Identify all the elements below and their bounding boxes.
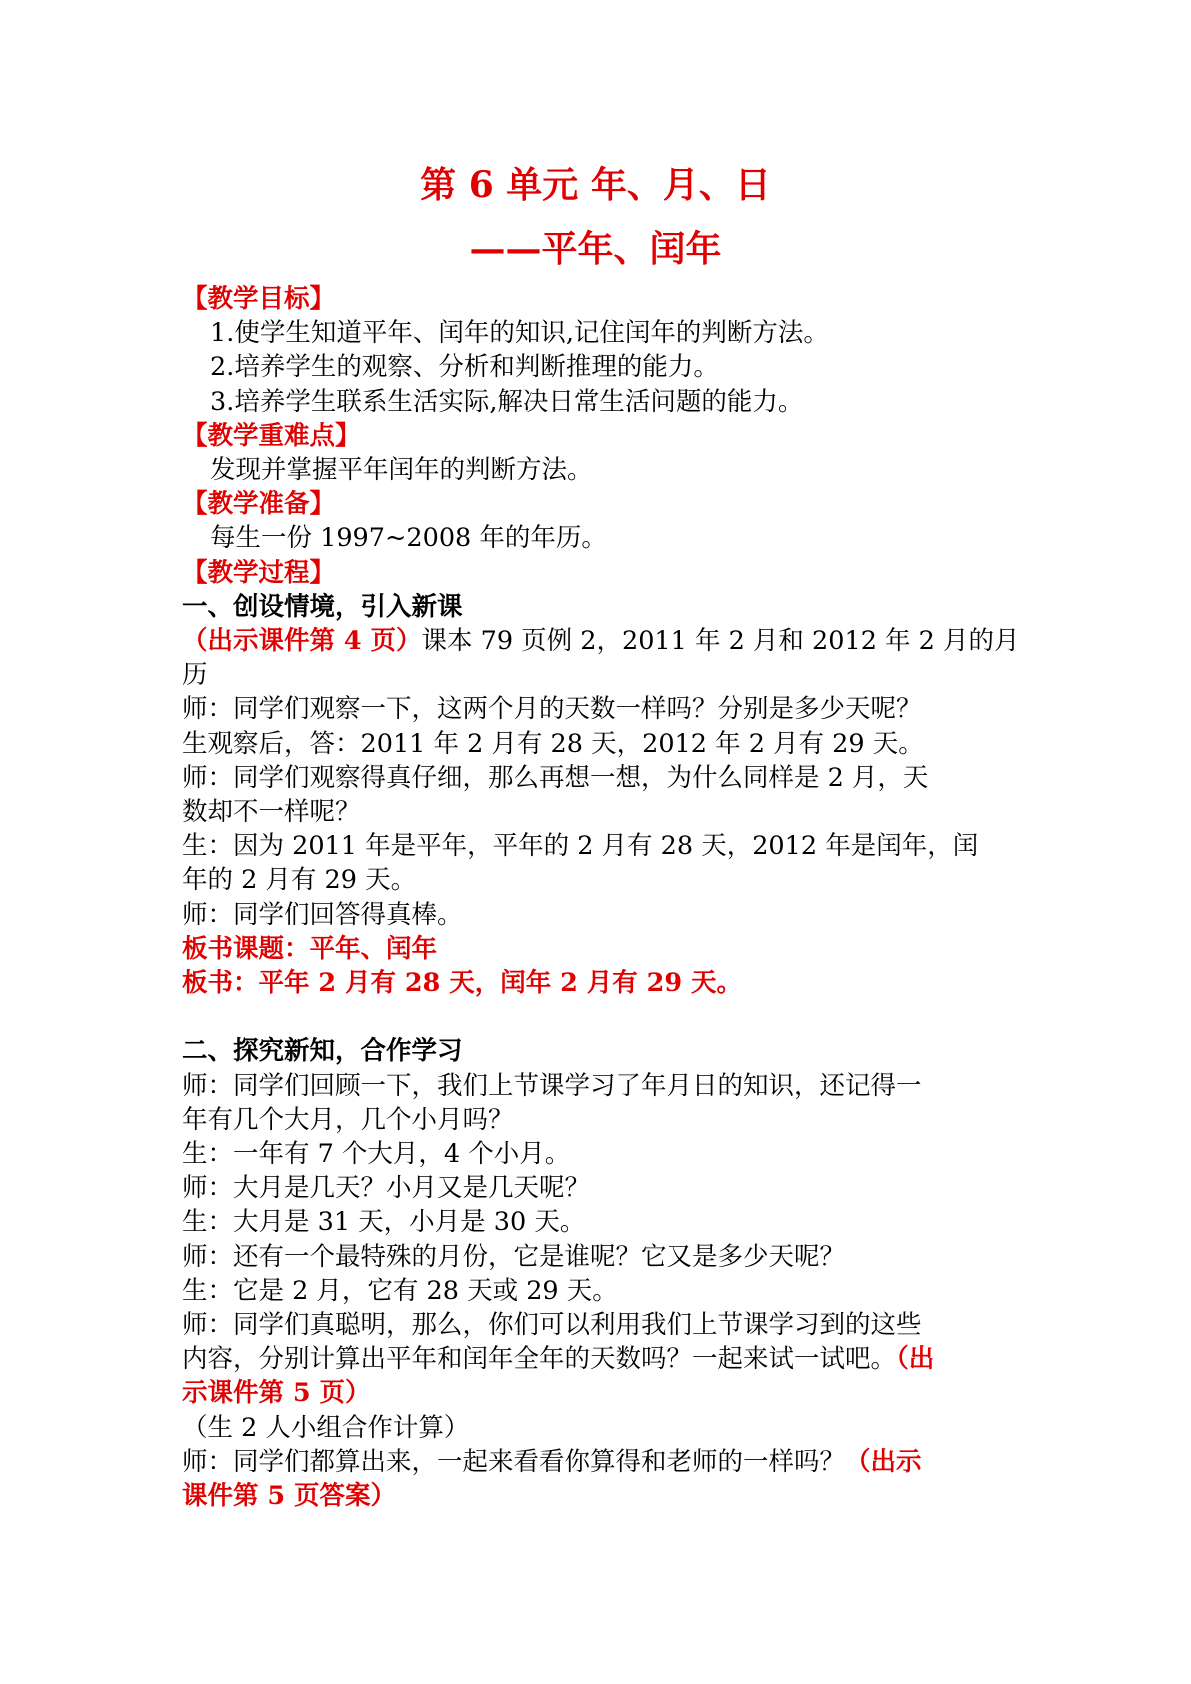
text-line: 1.使学生知道平年、闰年的知识,记住闰年的判断方法。: [210, 318, 829, 349]
text-line: 每生一份 1997~2008 年的年历。: [210, 523, 607, 554]
text-line: 师：大月是几天？小月又是几天呢？: [182, 1173, 591, 1204]
text-line: 年的 2 月有 29 天。: [182, 865, 417, 896]
text-line: 历: [182, 660, 208, 691]
section-heading: 板书课题：平年、闰年: [182, 933, 438, 964]
document-title: 第 6 单元 年、月、日: [420, 164, 771, 206]
section-heading: 示课件第 5 页）: [182, 1378, 371, 1409]
text-line: 生：它是 2 月，它有 28 天或 29 天。: [182, 1275, 618, 1306]
text-line: 师：还有一个最特殊的月份，它是谁呢？它又是多少天呢？: [182, 1241, 846, 1272]
courseware-note: （出示课件第 4 页）: [182, 626, 422, 657]
section-heading: 【教学重难点】: [182, 420, 361, 451]
section-heading: 课件第 5 页答案）: [182, 1481, 396, 1512]
text-line: [182, 624, 1020, 658]
text-line: 师：同学们回答得真棒。: [182, 899, 463, 930]
subsection-heading: 二、探究新知，合作学习: [182, 1036, 463, 1067]
text-line: 3.培养学生联系生活实际,解决日常生活问题的能力。: [210, 386, 804, 417]
courseware-note: （出示: [845, 1446, 922, 1477]
section-heading: 【教学目标】: [182, 284, 336, 314]
line-text: 师：同学们都算出来，一起来看看你算得和老师的一样吗？: [182, 1446, 846, 1477]
text-line: 年有几个大月，几个小月吗？: [182, 1104, 514, 1135]
line-text: 内容，分别计算出平年和闰年全年的天数吗？一起来试一试吧。: [182, 1344, 897, 1375]
text-line: 师：同学们真聪明，那么，你们可以利用我们上节课学习到的这些: [182, 1310, 922, 1341]
document-body: [182, 282, 1020, 1513]
line-text: 课本 79 页例 2，2011 年 2 月和 2012 年 2 月的月: [421, 626, 1020, 657]
text-line: 生：一年有 7 个大月，4 个小月。: [182, 1139, 571, 1170]
text-line: 生：大月是 31 天，小月是 30 天。: [182, 1207, 586, 1238]
text-line: 发现并掌握平年闰年的判断方法。: [210, 455, 593, 486]
text-line: [182, 1342, 1016, 1376]
text-line: 生观察后，答：2011 年 2 月有 28 天，2012 年 2 月有 29 天。: [182, 728, 924, 759]
text-line: [182, 1445, 1016, 1479]
courseware-note: （出: [896, 1344, 935, 1375]
blank-line: [182, 1000, 1016, 1034]
text-line: 2.培养学生的观察、分析和判断推理的能力。: [210, 352, 719, 383]
text-line: 师：同学们观察得真仔细，那么再想一想，为什么同样是 2 月，天: [182, 762, 929, 793]
section-heading: 【教学过程】: [182, 557, 336, 588]
text-line: 师：同学们回顾一下，我们上节课学习了年月日的知识，还记得一: [182, 1070, 922, 1101]
text-line: 数却不一样呢？: [182, 797, 361, 828]
text-line: 生：因为 2011 年是平年，平年的 2 月有 28 天，2012 年是闰年，闰: [182, 831, 979, 862]
text-line: 师：同学们观察一下，这两个月的天数一样吗？分别是多少天呢？: [182, 694, 922, 725]
section-heading: 板书：平年 2 月有 28 天，闰年 2 月有 29 天。: [182, 968, 742, 999]
section-heading: 【教学准备】: [182, 489, 336, 520]
subsection-heading: 一、创设情境，引入新课: [182, 591, 463, 622]
document-subtitle: ——平年、闰年: [469, 228, 722, 270]
text-line: （生 2 人小组合作计算）: [182, 1412, 470, 1443]
